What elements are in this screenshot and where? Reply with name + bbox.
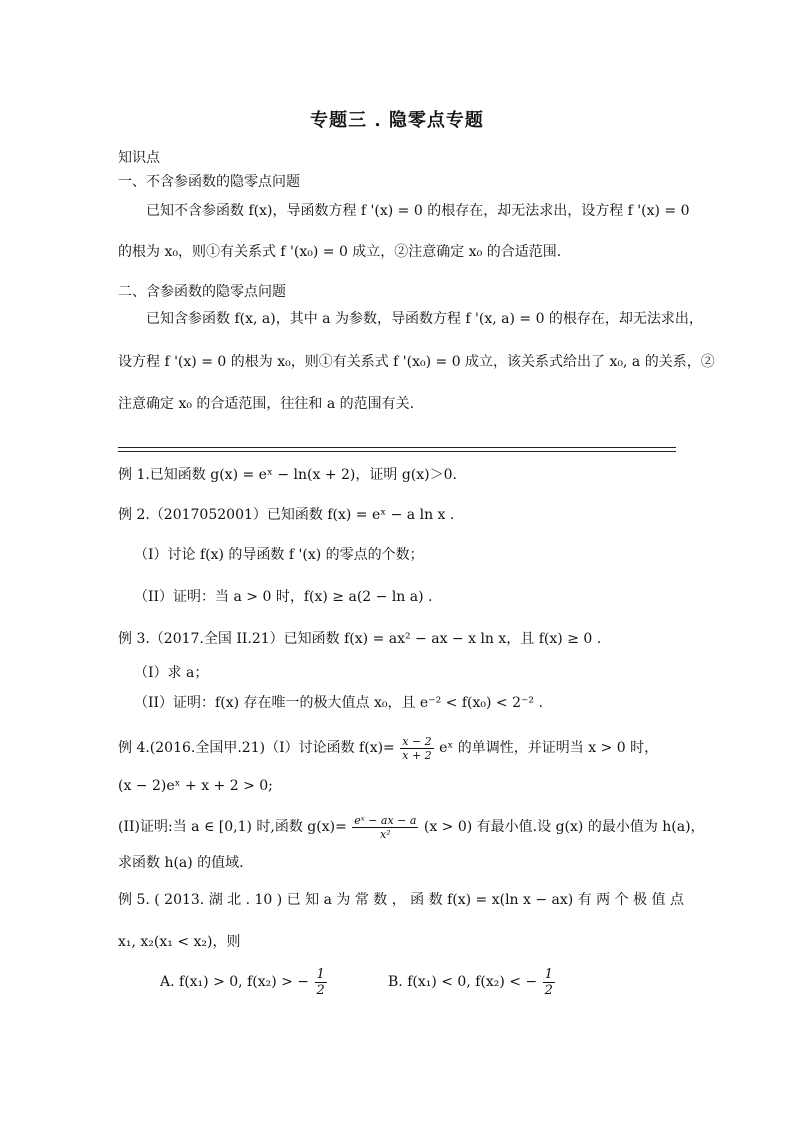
option-b-denominator: 2	[544, 982, 553, 998]
option-b-fraction	[543, 967, 555, 998]
example-4-part-ii-numerator: eˣ − ax − a	[354, 813, 417, 827]
page-title: 专题三 . 隐零点专题	[310, 110, 484, 131]
example-4-line-1	[118, 731, 658, 765]
example-4-fraction	[400, 735, 433, 762]
option-b-numerator: 1	[544, 966, 553, 982]
example-5-line-2: x₁, x₂(x₁ < x₂)，则	[118, 934, 241, 950]
example-2-part-ii: （II）证明：当 a > 0 时，f(x) ≥ a(2 − ln a) .	[134, 589, 433, 605]
example-1: 例 1.已知函数 g(x) = eˣ − ln(x + 2)，证明 g(x)＞0.	[118, 467, 457, 483]
option-a-fraction	[315, 967, 327, 998]
example-3-part-i: （I）求 a；	[134, 665, 209, 681]
option-a	[160, 962, 328, 1002]
example-2: 例 2.（2017052001）已知函数 f(x) = eˣ − a ln x .	[118, 507, 455, 523]
double-rule-top	[118, 447, 676, 448]
option-b	[388, 962, 556, 1002]
example-4-part-ii-line-2: 求函数 h(a) 的值域.	[118, 855, 244, 871]
example-4-part-ii-prefix: (II)证明:当 a ∈ [0,1) 时,函数 g(x)=	[118, 819, 347, 835]
example-4-fraction-denominator: x + 2	[402, 748, 432, 762]
example-4-part-ii	[118, 810, 705, 844]
example-4-fraction-numerator: x − 2	[402, 734, 432, 748]
section-1-title: 一、不含参函数的隐零点问题	[118, 174, 300, 190]
example-2-part-i: （I）讨论 f(x) 的导函数 f '(x) 的零点的个数；	[134, 547, 424, 563]
section-2-paragraph-line-3: 注意确定 x₀ 的合适范围，往往和 a 的范围有关.	[118, 396, 415, 412]
section-1-paragraph-line-2: 的根为 x₀，则①有关系式 f '(x₀) = 0 成立，②注意确定 x₀ 的合适范围.	[118, 244, 562, 260]
section-2-paragraph-line-1: 已知含参函数 f(x, a)，其中 a 为参数，导函数方程 f '(x, a) = 0 的根存在，却无法求出，	[146, 311, 703, 327]
option-a-text: A. f(x₁) > 0, f(x₂) > −	[160, 974, 310, 990]
example-3-part-ii: （II）证明：f(x) 存在唯一的极大值点 x₀，且 e⁻² < f(x₀) < 2⁻² .	[134, 695, 543, 711]
option-a-numerator: 1	[316, 966, 325, 982]
option-a-denominator: 2	[316, 982, 325, 998]
example-4-suffix: eˣ 的单调性，并证明当 x > 0 时，	[439, 740, 659, 756]
section-1-paragraph-line-1: 已知不含参函数 f(x)，导函数方程 f '(x) = 0 的根存在，却无法求出，设方程 f '(x) = 0	[146, 203, 690, 219]
section-2-title: 二、含参函数的隐零点问题	[118, 284, 286, 300]
example-3: 例 3.（2017.全国 II.21）已知函数 f(x) = ax² − ax − x ln x，且 f(x) ≥ 0 .	[118, 631, 602, 647]
double-rule-bottom	[118, 451, 676, 452]
example-4-prefix: 例 4.(2016.全国甲.21)（I）讨论函数 f(x)=	[118, 740, 395, 756]
example-4-part-ii-fraction	[352, 814, 418, 841]
knowledge-heading: 知识点	[118, 150, 160, 166]
example-4-line-2: (x − 2)eˣ + x + 2 > 0;	[118, 778, 273, 794]
example-5: 例 5. ( 2013. 湖 北 . 10 ) 已 知 a 为 常 数 ， 函 数 f(x) = x(ln x − ax) 有 两 个 极 值 点	[118, 892, 684, 908]
example-4-part-ii-denominator: x²	[380, 827, 391, 841]
option-b-text: B. f(x₁) < 0, f(x₂) < −	[388, 974, 538, 990]
section-2-paragraph-line-2: 设方程 f '(x) = 0 的根为 x₀，则①有关系式 f '(x₀) = 0 成立，该关系式给出了 x₀, a 的关系，②	[118, 354, 715, 370]
example-4-part-ii-suffix: (x > 0) 有最小值.设 g(x) 的最小值为 h(a)，	[423, 819, 705, 835]
